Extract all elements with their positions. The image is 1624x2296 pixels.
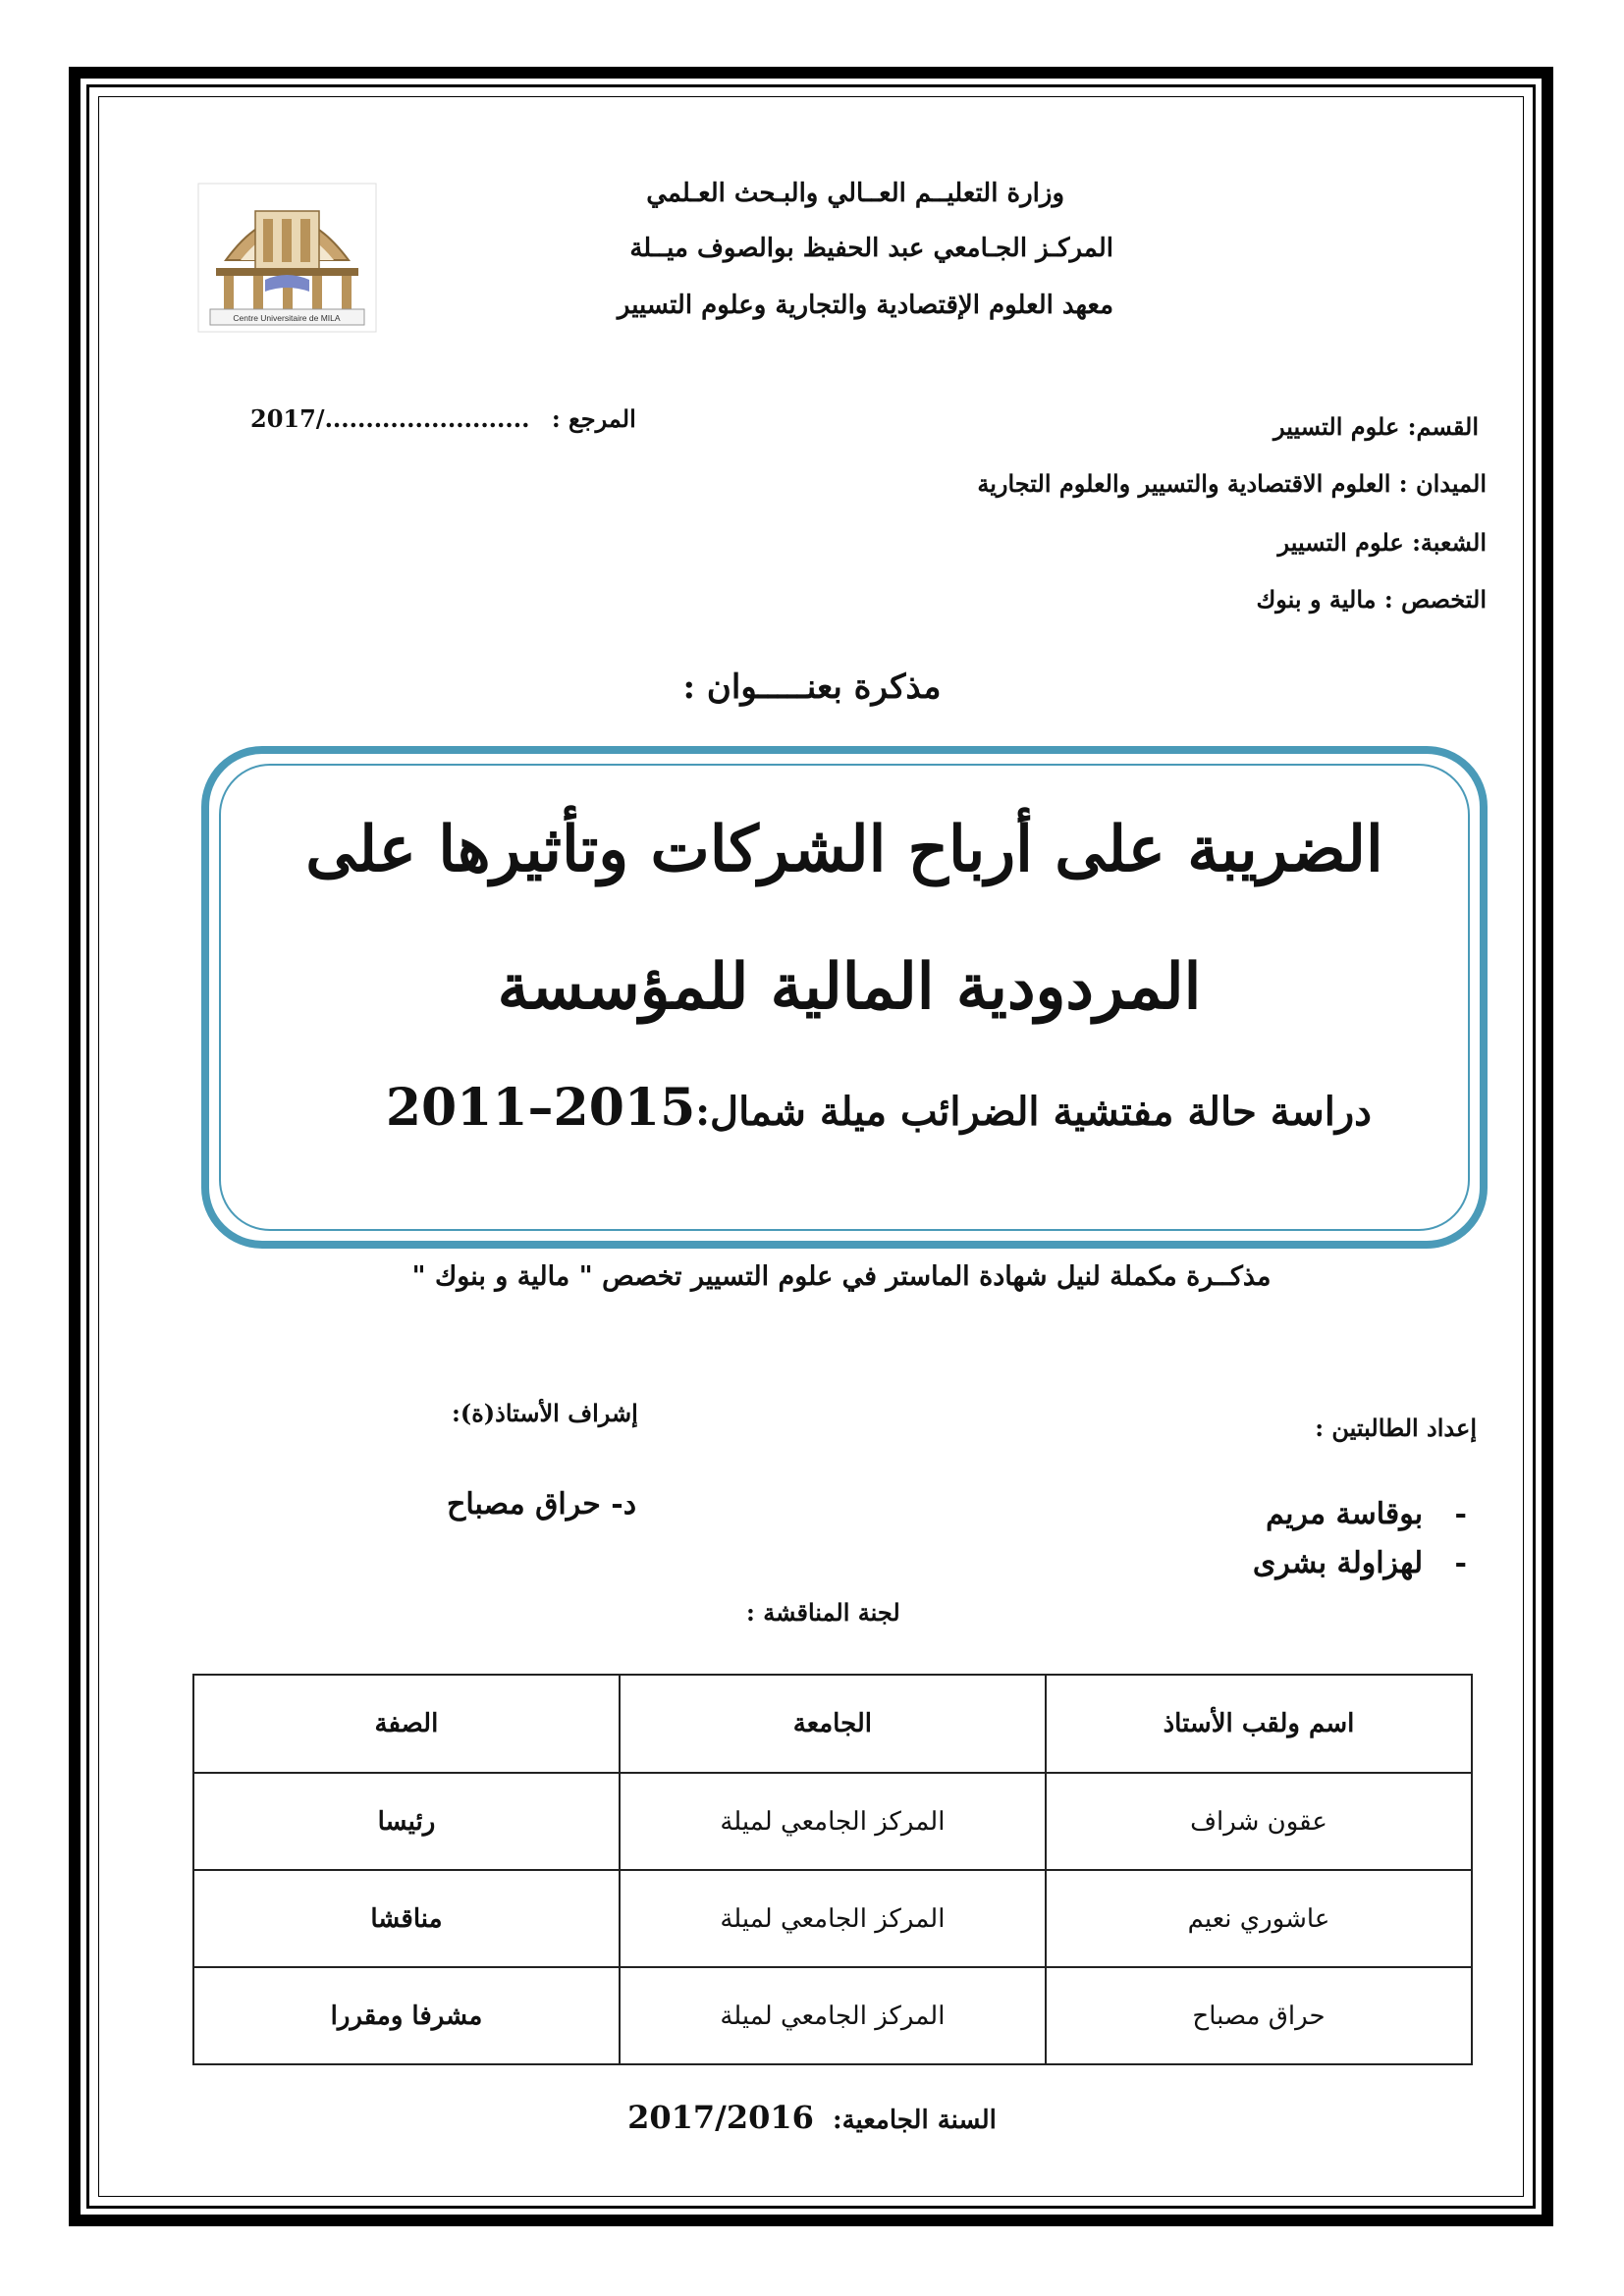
university-logo xyxy=(196,182,378,334)
specialty-line: التخصص : مالية و بنوك xyxy=(1256,585,1487,614)
thesis-title-line-2: المردودية المالية للمؤسسة xyxy=(497,950,1202,1024)
institute-name: معهد العلوم الإقتصادية والتجارية وعلوم التسيير xyxy=(617,291,1113,320)
university-logo-icon xyxy=(196,182,378,334)
thesis-title-line-1: الضريبة على أرباح الشركات وتأثيرها على xyxy=(305,813,1383,886)
student-bullet: - xyxy=(1454,1497,1467,1531)
department-line: القسم: علوم التسيير xyxy=(1273,412,1479,441)
supervisor-label: إشراف الأستاذ(ة): xyxy=(452,1399,638,1427)
university-center-name: المركـز الجـامعي عبد الحفيظ بوالصوف ميــلة xyxy=(629,234,1113,263)
logo-caption: Centre Universitaire de MILA xyxy=(233,313,341,323)
jury-label: لجنة المناقشة : xyxy=(746,1598,900,1627)
case-study-label: دراسة حالة مفتشية الضرائب ميلة شمال: xyxy=(695,1089,1372,1135)
table-row xyxy=(193,1773,1472,1870)
student-name: لهزاولة بشرى xyxy=(1252,1546,1424,1580)
student-item xyxy=(1266,1497,1467,1531)
jury-member-name: عاشوري نعيم xyxy=(1046,1870,1472,1967)
title-box xyxy=(201,746,1488,1249)
jury-table-header-row xyxy=(193,1675,1472,1773)
table-row xyxy=(193,1967,1472,2064)
jury-header-name: اسم ولقب الأستاذ xyxy=(1046,1675,1472,1773)
jury-member-university: المركز الجامعي لميلة xyxy=(620,1773,1046,1870)
field-line: الميدان : العلوم الاقتصادية والتسيير والعلوم التجارية xyxy=(977,469,1487,498)
academic-year-label: السنة الجامعية: xyxy=(832,2106,997,2135)
jury-member-role: مشرفا ومقررا xyxy=(193,1967,620,2064)
student-bullet: - xyxy=(1454,1546,1467,1580)
jury-table xyxy=(192,1674,1473,2065)
jury-header-university: الجامعة xyxy=(620,1675,1046,1773)
jury-member-name: عقون شراف xyxy=(1046,1773,1472,1870)
jury-member-university: المركز الجامعي لميلة xyxy=(620,1870,1046,1967)
ministry-name: وزارة التعليــم العــالي والبـحث العـلمي xyxy=(646,179,1064,208)
degree-statement: مذكــرة مكملة لنيل شهادة الماستر في علوم التسيير تخصص " مالية و بنوك " xyxy=(411,1261,1272,1292)
supervisor-name: د- حراق مصباح xyxy=(447,1487,637,1522)
memo-heading: مذكرة بعنـــــوان : xyxy=(682,667,942,707)
reference xyxy=(250,404,636,433)
jury-header-role: الصفة xyxy=(193,1675,620,1773)
reference-value: ........................./2017 xyxy=(250,404,530,433)
jury-member-university: المركز الجامعي لميلة xyxy=(620,1967,1046,2064)
case-study-line xyxy=(386,1078,1372,1138)
jury-member-role: رئيسا xyxy=(193,1773,620,1870)
student-item xyxy=(1253,1546,1467,1580)
academic-year-value: 2017/2016 xyxy=(627,2099,814,2136)
jury-member-role: مناقشا xyxy=(193,1870,620,1967)
student-name: بوقاسة مريم xyxy=(1266,1497,1424,1531)
jury-member-name: حراق مصباح xyxy=(1046,1967,1472,2064)
academic-year xyxy=(0,2099,1624,2136)
case-study-years: 2011–2015 xyxy=(385,1078,696,1138)
reference-label: المرجع : xyxy=(551,404,636,433)
table-row xyxy=(193,1870,1472,1967)
students-label: إعداد الطالبتين : xyxy=(1315,1414,1477,1442)
branch-line: الشعبة: علوم التسيير xyxy=(1277,528,1487,557)
